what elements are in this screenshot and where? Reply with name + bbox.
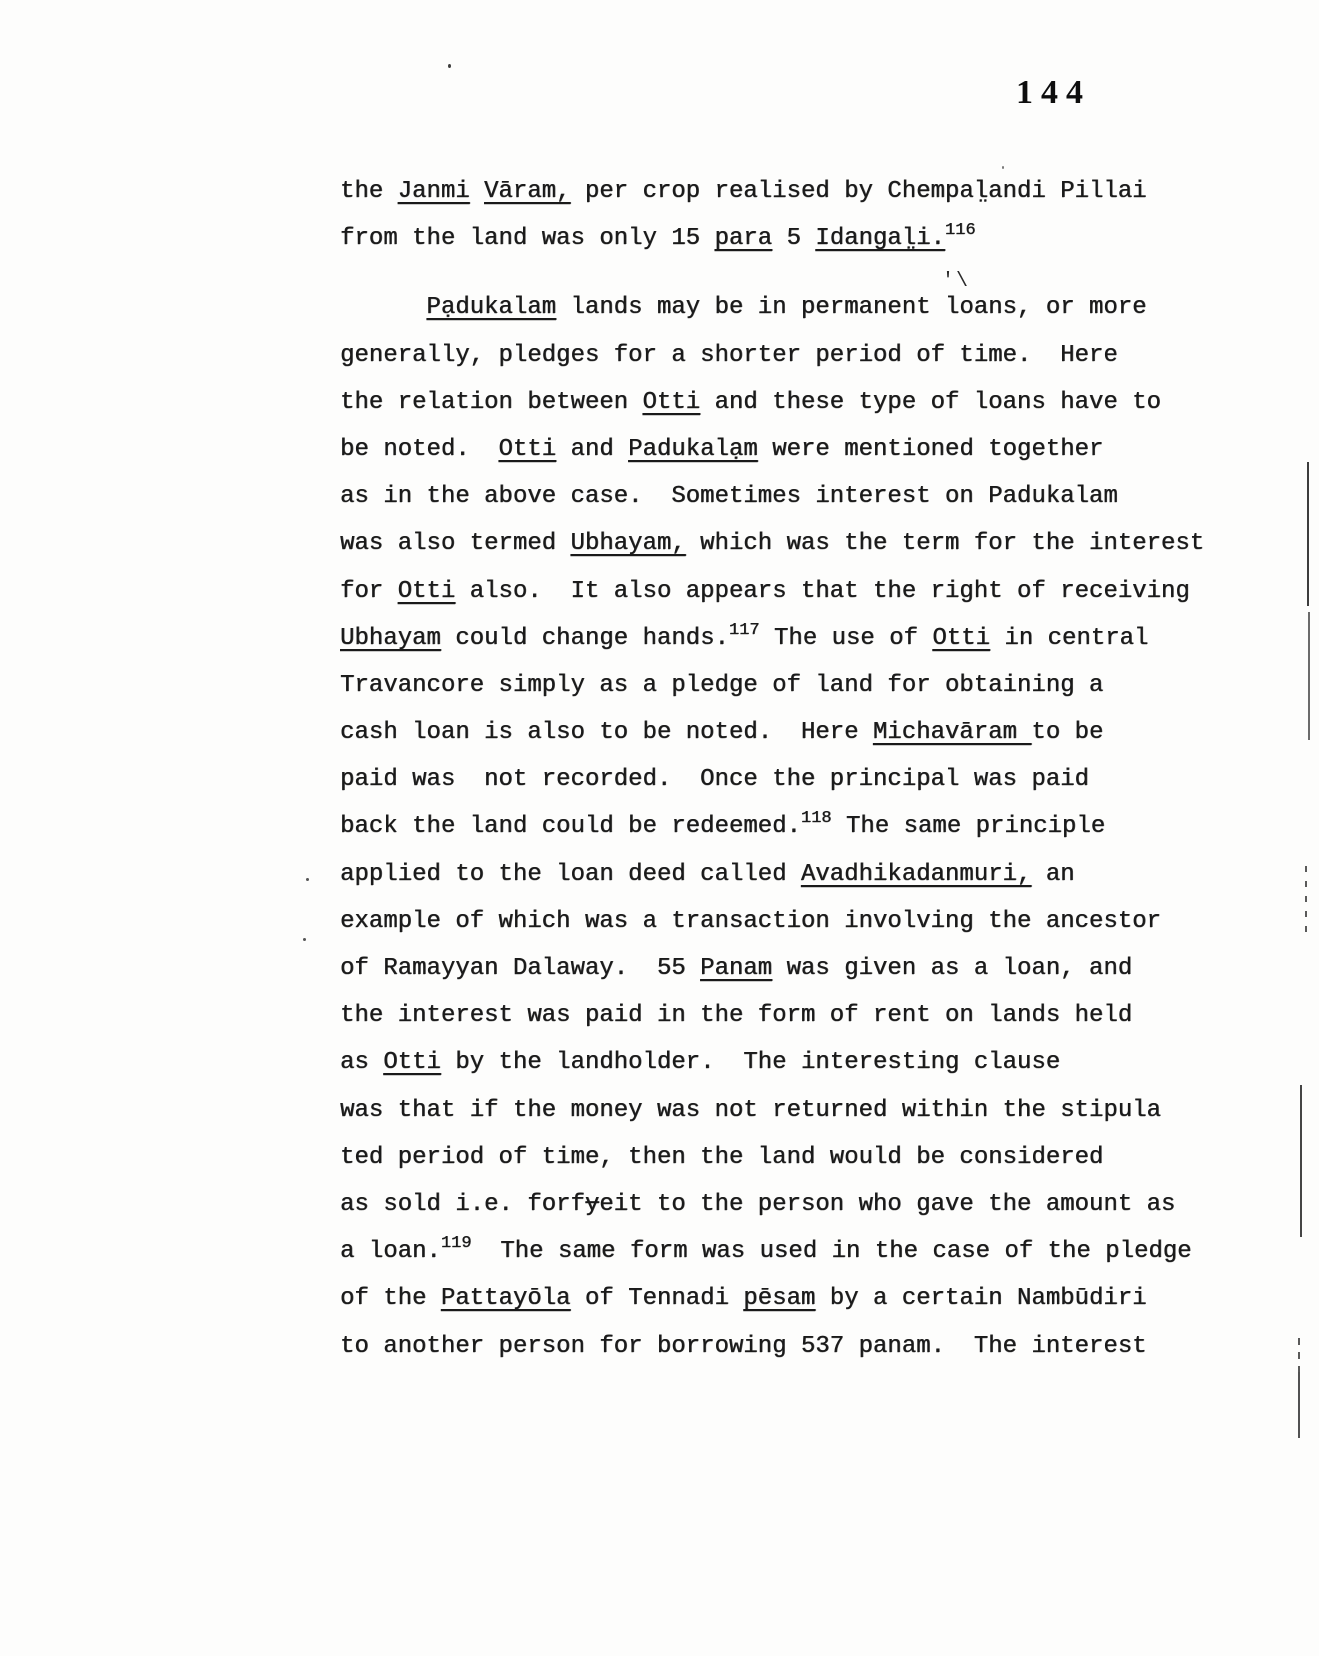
scan-speck xyxy=(448,64,451,68)
text-run: cash loan is also to be noted. Here xyxy=(340,719,873,747)
underlined-term: Pạdukalam xyxy=(426,294,557,322)
text-run: lands may be in permanent loans, or more xyxy=(556,294,1147,322)
underlined-term: para xyxy=(714,225,773,253)
footnote-reference: 116 xyxy=(944,221,976,241)
text-line xyxy=(340,568,1290,615)
scan-line-artifact xyxy=(1307,462,1309,606)
text-run: be noted. xyxy=(340,435,499,463)
text-line xyxy=(340,662,1290,709)
text-run: The same principle xyxy=(831,813,1106,841)
footnote-reference: 117 xyxy=(728,620,760,640)
text-line xyxy=(340,1181,1290,1228)
footnote-reference: 118 xyxy=(800,809,832,829)
text-run: the relation between xyxy=(340,388,643,416)
underlined-term: Otti xyxy=(383,1049,441,1077)
underlined-term: Avadhikadanmuri, xyxy=(800,860,1032,888)
scan-line-artifact xyxy=(1298,1338,1300,1372)
text-run: Travancore simply as a pledge of land for obtaining a xyxy=(340,671,1104,699)
underlined-term: Otti xyxy=(498,435,557,463)
text-line xyxy=(340,426,1290,473)
text-run: in central xyxy=(989,624,1149,652)
text-run: of Ramayyan Dalaway. 55 xyxy=(340,955,701,982)
footnote-reference: 119 xyxy=(440,1234,472,1254)
scan-line-artifact xyxy=(1305,866,1307,938)
underlined-term: Panam xyxy=(700,955,773,982)
text-run: and xyxy=(556,435,629,463)
text-run: the xyxy=(340,178,398,205)
text-run: as xyxy=(340,1049,384,1077)
text-run: The same form was used in the case of the pledge xyxy=(471,1238,1192,1266)
underlined-term: Pattayōla xyxy=(440,1285,571,1313)
text-line xyxy=(340,945,1290,992)
text-run: which was the term for the interest xyxy=(685,530,1205,558)
underlined-term: Otti xyxy=(397,577,456,605)
scan-line-artifact xyxy=(1300,1085,1302,1237)
underlined-term: Vāram, xyxy=(484,178,571,205)
text-line xyxy=(340,473,1290,520)
text-line xyxy=(340,851,1290,898)
text-run: per crop realised by Chempal̤andi Pillai xyxy=(570,178,1147,205)
text-line xyxy=(340,1087,1290,1134)
text-line xyxy=(340,709,1290,756)
underlined-term: Otti xyxy=(932,624,990,652)
text-line xyxy=(340,1275,1290,1322)
text-line xyxy=(340,803,1290,850)
text-line xyxy=(340,1039,1290,1086)
text-run: of Tennadi xyxy=(570,1285,744,1313)
underlined-term: pēsam xyxy=(743,1285,816,1313)
text-run: ted period of time, then the land would be considered xyxy=(340,1143,1104,1171)
text-run: back the land could be redeemed. xyxy=(340,813,801,841)
text-run: applied to the loan deed called xyxy=(340,860,801,888)
text-run: by the landholder. The interesting clause xyxy=(440,1049,1061,1077)
text-run: to another person for borrowing 537 panam. The interest xyxy=(340,1332,1147,1360)
text-run: was also termed xyxy=(340,530,571,558)
text-run: to be xyxy=(1031,719,1104,747)
text-run: also. It also appears that the right of receiving xyxy=(455,577,1190,605)
text-run: from the land was only 15 xyxy=(340,225,715,253)
underlined-term: Padukalạm xyxy=(628,435,758,463)
text-run: could change hands. xyxy=(440,624,729,652)
underlined-term: Michavāram xyxy=(872,719,1032,747)
text-run: an xyxy=(1031,860,1075,888)
scan-line-artifact xyxy=(1308,612,1310,740)
text-run xyxy=(340,294,426,321)
text-run: as sold i.e. forfɏeit to the person who gave the amount as xyxy=(340,1190,1176,1218)
text-line xyxy=(340,168,1290,215)
text-run: of the xyxy=(340,1285,441,1313)
text-line xyxy=(340,215,1290,262)
page-number: 144 xyxy=(1016,74,1091,111)
text-run: was given as a loan, and xyxy=(772,955,1133,982)
text-run xyxy=(470,178,484,205)
body-text-block xyxy=(340,168,1290,1370)
underlined-term: Idangal̤i. xyxy=(815,225,945,253)
underlined-term: Otti xyxy=(642,388,701,416)
text-run: example of which was a transaction involving the ancestor xyxy=(340,907,1161,935)
text-run: the interest was paid in the form of rent on lands held xyxy=(340,1002,1133,1030)
scan-speck xyxy=(303,938,306,941)
text-line xyxy=(340,992,1290,1039)
scan-tick-artifact: '\ xyxy=(942,270,971,293)
underlined-term: Ubhayam, xyxy=(570,530,686,558)
text-run: The use of xyxy=(759,624,933,652)
text-line xyxy=(340,520,1290,567)
underlined-term: Ubhayam xyxy=(340,624,441,652)
text-line xyxy=(340,1134,1290,1181)
scan-line-artifact xyxy=(1298,1372,1300,1438)
text-run: as in the above case. Sometimes interest on Padukalam xyxy=(340,483,1118,511)
scan-speck xyxy=(1002,166,1004,169)
text-line xyxy=(340,615,1290,662)
text-run: was that if the money was not returned within the stipula xyxy=(340,1096,1161,1124)
text-line xyxy=(340,284,1290,331)
text-line xyxy=(340,1323,1290,1370)
text-run: and these type of loans have to xyxy=(700,388,1161,416)
scan-speck xyxy=(306,878,309,881)
text-line xyxy=(340,379,1290,426)
text-run: a loan. xyxy=(340,1238,441,1266)
text-run: 5 xyxy=(772,225,816,253)
underlined-term: Janmi xyxy=(397,178,470,205)
text-run: paid was not recorded. Once the principal was paid xyxy=(340,766,1089,794)
text-line xyxy=(340,332,1290,379)
text-line xyxy=(340,756,1290,803)
text-run: for xyxy=(340,577,398,605)
text-run: were mentioned together xyxy=(757,435,1104,463)
text-line xyxy=(340,898,1290,945)
text-run: by a certain Nambūdiri xyxy=(815,1285,1147,1313)
text-run: generally, pledges for a shorter period of time. Here xyxy=(340,341,1118,369)
text-line xyxy=(340,1228,1290,1275)
